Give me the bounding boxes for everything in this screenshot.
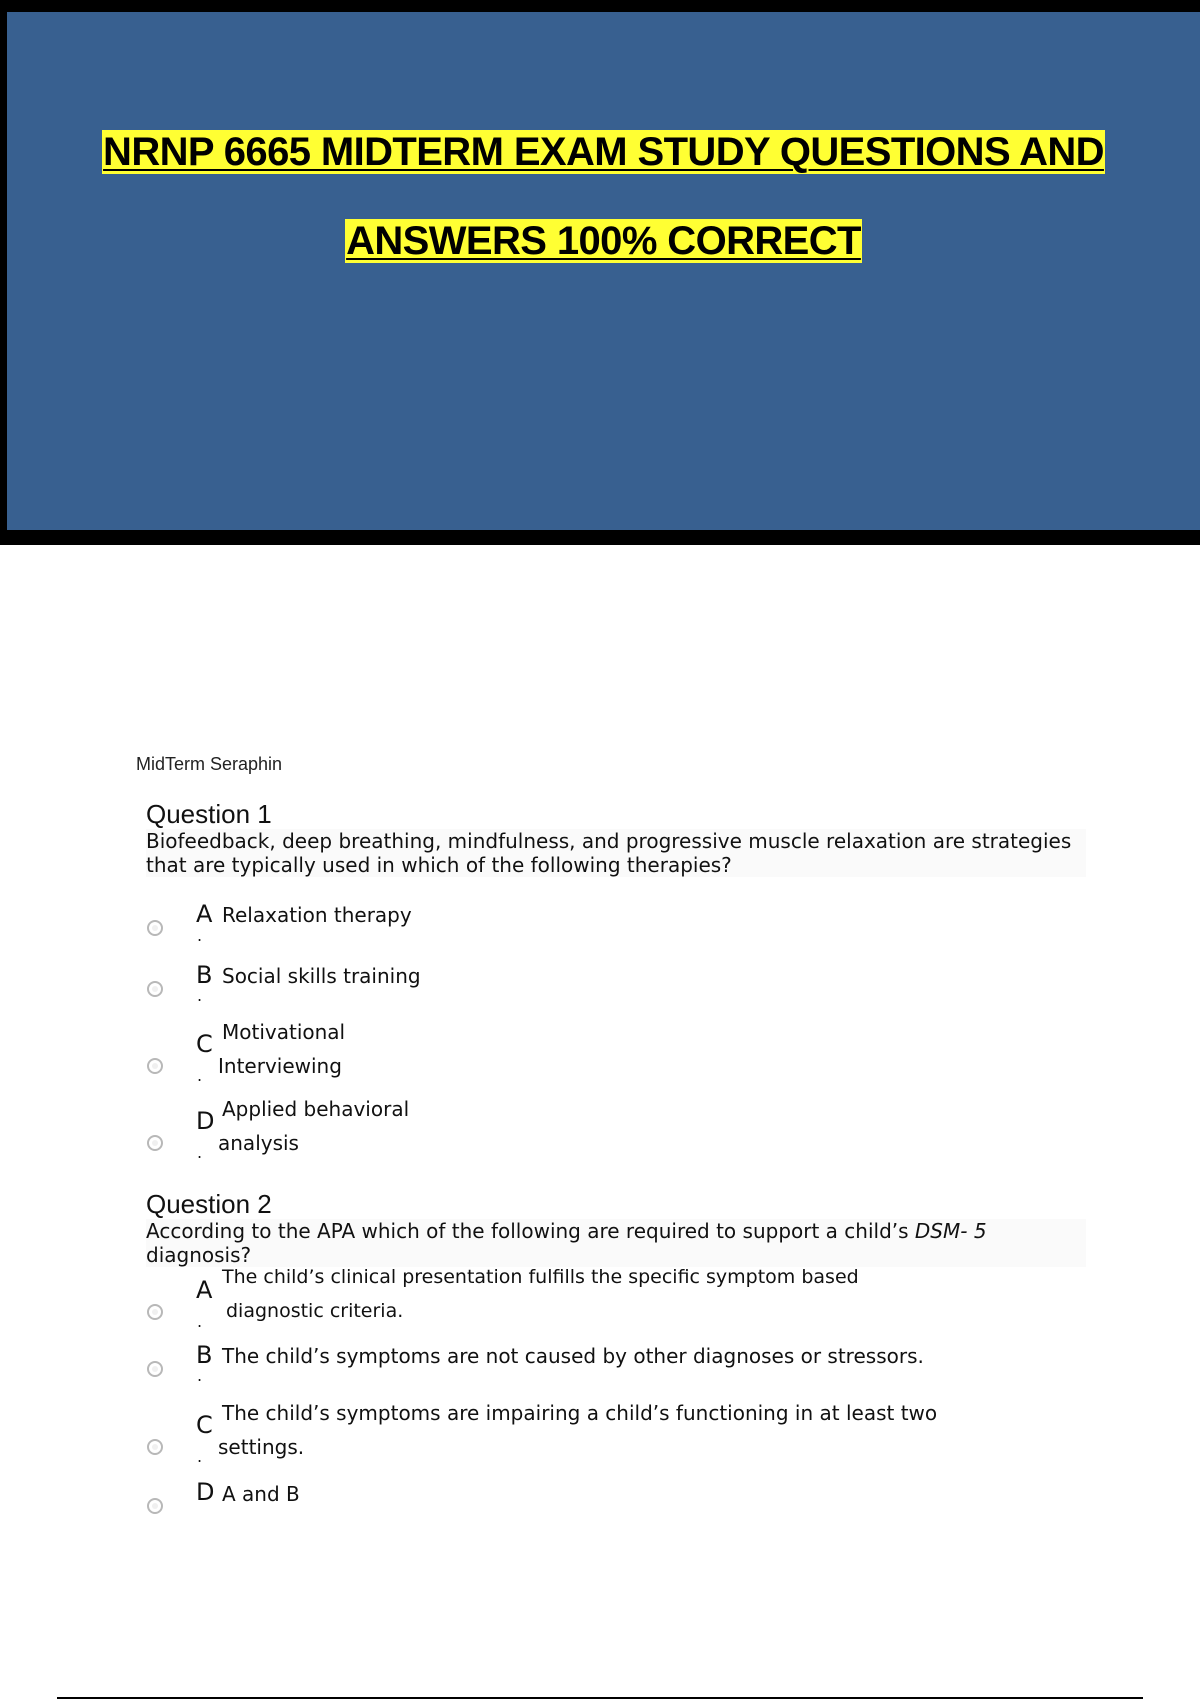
option-text: A and B: [222, 1482, 300, 1506]
option-text-continued: diagnostic criteria.: [226, 1300, 404, 1322]
cover-banner: [7, 12, 1200, 530]
radio-button[interactable]: [147, 1498, 163, 1514]
answer-option-c[interactable]: [0, 1016, 1200, 1085]
option-text-continued: Interviewing: [218, 1054, 342, 1078]
document-title: [7, 108, 1200, 286]
answer-option-c[interactable]: [0, 1397, 1200, 1466]
option-text: The child’s symptoms are impairing a child’s functioning in at least two: [222, 1401, 938, 1425]
option-letter: B: [196, 961, 213, 989]
question-text-emphasis: DSM- 5: [914, 1219, 987, 1243]
question-title: Question 1: [146, 799, 272, 829]
answer-option-b[interactable]: [0, 1340, 1200, 1400]
answer-option-a[interactable]: [0, 1262, 1200, 1331]
radio-button[interactable]: [147, 1058, 163, 1074]
option-letter: A: [196, 1276, 213, 1304]
option-letter-dot: .: [197, 1143, 203, 1162]
option-text: Social skills training: [222, 964, 421, 988]
title-line-1: NRNP 6665 MIDTERM EXAM STUDY QUESTIONS AND: [103, 130, 1104, 174]
radio-button[interactable]: [147, 920, 163, 936]
option-letter: C: [196, 1030, 213, 1058]
option-letter-dot: .: [197, 986, 203, 1005]
radio-button[interactable]: [147, 1361, 163, 1377]
radio-button[interactable]: [147, 1304, 163, 1320]
option-text: The child’s clinical presentation fulﬁlls the speciﬁc symptom based: [222, 1266, 859, 1288]
option-text-continued: analysis: [218, 1131, 299, 1155]
page-bottom-rule: [57, 1697, 1143, 1699]
question-text-part: According to the APA which of the following are required to support a child’s: [146, 1219, 915, 1243]
option-text: Applied behavioral: [222, 1097, 410, 1121]
option-letter: C: [196, 1411, 213, 1439]
answer-option-b[interactable]: [0, 960, 1200, 1020]
option-text: Relaxation therapy: [222, 903, 412, 927]
question-text: [146, 1219, 1086, 1267]
option-letter-dot: .: [197, 1447, 203, 1466]
radio-button[interactable]: [147, 1135, 163, 1151]
option-text: The child’s symptoms are not caused by other diagnoses or stressors.: [222, 1344, 924, 1368]
radio-button[interactable]: [147, 1439, 163, 1455]
option-letter: D: [196, 1107, 215, 1135]
option-letter: A: [196, 900, 213, 928]
option-letter: D: [196, 1478, 215, 1506]
option-letter-dot: .: [197, 1312, 203, 1331]
radio-button[interactable]: [147, 981, 163, 997]
question-text: Biofeedback, deep breathing, mindfulness, and progressive muscle relaxation are strategies that are typically used in which of the following therapies?: [146, 829, 1086, 877]
answer-option-a[interactable]: [0, 900, 1200, 960]
option-letter-dot: .: [197, 1366, 203, 1385]
option-letter-dot: .: [197, 926, 203, 945]
document-label: MidTerm Seraphin: [136, 754, 283, 774]
question-title: Question 2: [146, 1189, 272, 1219]
option-text-continued: settings.: [218, 1435, 305, 1459]
question-text-part: diagnosis?: [146, 1243, 252, 1267]
answer-option-d[interactable]: [0, 1480, 1200, 1540]
answer-option-d[interactable]: [0, 1093, 1200, 1162]
option-text: Motivational: [222, 1020, 346, 1044]
title-line-2: ANSWERS 100% CORRECT: [346, 219, 861, 263]
cover-banner-frame: [0, 0, 1200, 545]
option-letter: B: [196, 1341, 213, 1369]
option-letter-dot: .: [197, 1066, 203, 1085]
